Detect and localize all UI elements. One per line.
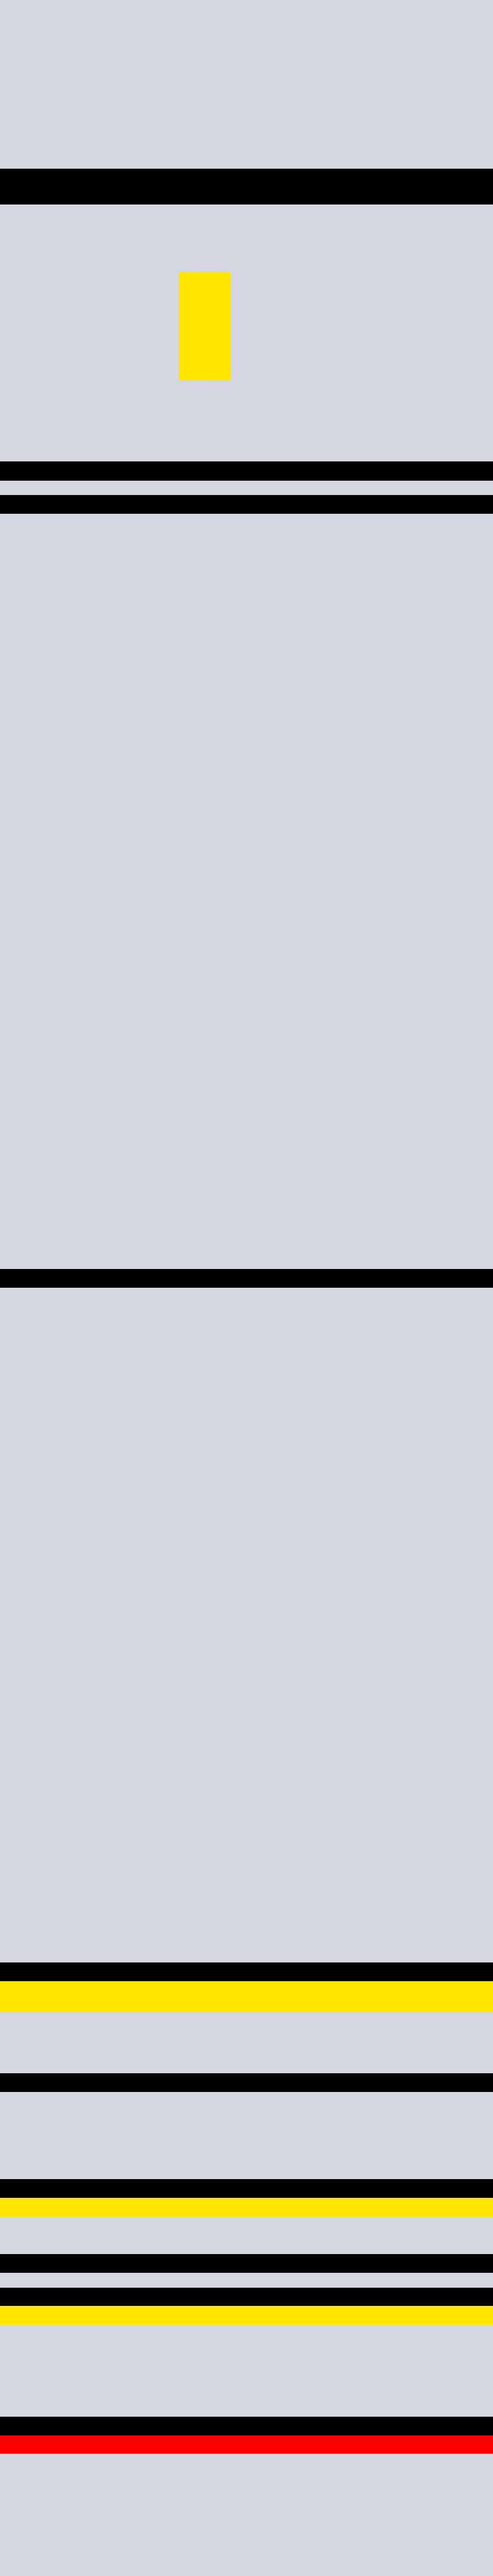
black-band <box>0 1269 493 1288</box>
black-band <box>0 461 493 481</box>
yellow-band <box>0 2198 493 2217</box>
black-band <box>0 1962 493 1981</box>
black-band <box>0 169 493 205</box>
yellow-band <box>0 2306 493 2325</box>
black-band <box>0 2288 493 2306</box>
black-band <box>0 2254 493 2273</box>
black-band <box>0 2417 493 2435</box>
black-band <box>0 2073 493 2092</box>
yellow-rectangle <box>178 272 231 380</box>
black-band <box>0 2179 493 2198</box>
red-band <box>0 2435 493 2454</box>
black-band <box>0 495 493 514</box>
yellow-band <box>0 1981 493 2012</box>
